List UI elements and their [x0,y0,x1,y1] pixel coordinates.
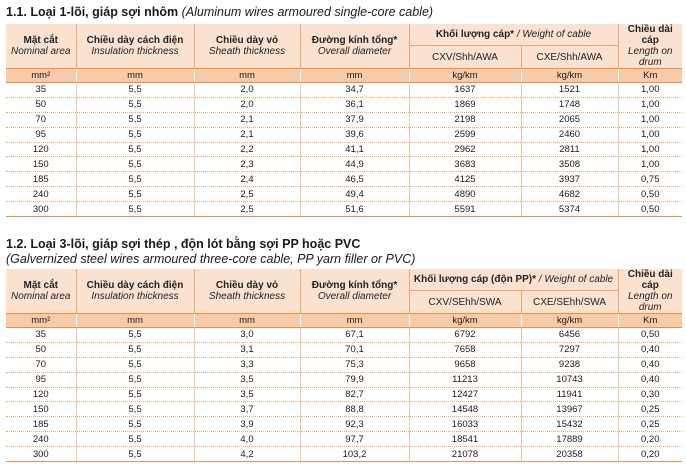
spec-table [6,269,682,462]
cell-diameter: 67,1 [300,328,409,343]
cell-length: 1,00 [618,97,682,112]
cell-length: 0,20 [618,432,682,447]
cell-weight-cxv: 21078 [409,447,521,462]
cell-nominal-area: 185 [6,417,76,432]
section-three-core [6,236,682,462]
cell-nominal-area: 300 [6,447,76,462]
cell-weight-cxe: 5374 [521,202,618,217]
cell-weight-cxv: 11213 [409,372,521,387]
cell-weight-cxv: 6792 [409,328,521,343]
unit-cell: Km [618,314,682,328]
table-body [6,328,682,462]
table-row [6,357,682,372]
cell-diameter: 37,9 [300,112,409,127]
cell-nominal-area: 35 [6,328,76,343]
header-sheath: Chiều dày vỏ Sheath thickness [194,269,300,314]
cell-sheath: 2,2 [194,142,300,157]
cell-weight-cxv: 3683 [409,157,521,172]
cell-nominal-area: 70 [6,357,76,372]
cell-weight-cxv: 5591 [409,202,521,217]
cell-nominal-area: 120 [6,387,76,402]
cell-weight-cxe: 6456 [521,328,618,343]
cell-insulation: 5,5 [76,387,194,402]
cell-insulation: 5,5 [76,447,194,462]
table-row [6,372,682,387]
table-row [6,202,682,217]
cell-weight-cxe: 2811 [521,142,618,157]
cell-nominal-area: 50 [6,342,76,357]
cell-weight-cxe: 1748 [521,97,618,112]
cell-diameter: 82,7 [300,387,409,402]
table-row [6,447,682,462]
cell-weight-cxv: 4125 [409,172,521,187]
unit-cell: mm [76,314,194,328]
cell-nominal-area: 35 [6,83,76,98]
unit-cell: mm [76,69,194,83]
cell-weight-cxv: 2962 [409,142,521,157]
cell-insulation: 5,5 [76,127,194,142]
cell-diameter: 46,5 [300,172,409,187]
table-row [6,387,682,402]
section-title: 1.2. Loại 3-lõi, giáp sợi thép , độn lót bằng sợi PP hoặc PVC [6,237,361,251]
cell-weight-cxe: 2065 [521,112,618,127]
cell-diameter: 88,8 [300,402,409,417]
cell-length: 0,40 [618,342,682,357]
cell-weight-cxe: 20358 [521,447,618,462]
cell-weight-cxe: 17889 [521,432,618,447]
cell-length: 0,25 [618,417,682,432]
cell-insulation: 5,5 [76,112,194,127]
cell-nominal-area: 240 [6,432,76,447]
cell-nominal-area: 70 [6,112,76,127]
header-insulation: Chiều dày cách điện Insulation thickness [76,269,194,314]
cell-weight-cxe: 13967 [521,402,618,417]
cell-length: 1,00 [618,142,682,157]
header-length: Chiều dài cáp Length on drum [618,269,682,314]
cell-sheath: 2,0 [194,97,300,112]
header-weight-cxe: CXE/SEhh/SWA [521,291,618,314]
cell-insulation: 5,5 [76,417,194,432]
cell-nominal-area: 95 [6,372,76,387]
cell-weight-cxe: 3508 [521,157,618,172]
cell-weight-cxe: 10743 [521,372,618,387]
table-row [6,187,682,202]
unit-cell: mm [194,314,300,328]
cell-diameter: 39,6 [300,127,409,142]
cell-sheath: 3,3 [194,357,300,372]
header-sheath: Chiều dày vỏ Sheath thickness [194,24,300,69]
cell-sheath: 2,3 [194,157,300,172]
cell-weight-cxv: 4890 [409,187,521,202]
cell-sheath: 2,0 [194,83,300,98]
cell-insulation: 5,5 [76,142,194,157]
cell-weight-cxv: 18541 [409,432,521,447]
cell-sheath: 3,9 [194,417,300,432]
units-row [6,69,682,83]
cell-insulation: 5,5 [76,97,194,112]
table-row [6,127,682,142]
cell-sheath: 3,7 [194,402,300,417]
cell-weight-cxe: 2460 [521,127,618,142]
header-weight: Khối lượng cáp (độn PP)* / Weight of cable [409,269,618,291]
cell-diameter: 51,6 [300,202,409,217]
cell-diameter: 75,3 [300,357,409,372]
units-row [6,314,682,328]
cell-diameter: 79,9 [300,372,409,387]
table-row [6,417,682,432]
cell-weight-cxe: 15432 [521,417,618,432]
header-weight-cxv: CXV/SEhh/SWA [409,291,521,314]
cell-insulation: 5,5 [76,172,194,187]
cell-sheath: 2,5 [194,187,300,202]
cell-diameter: 41,1 [300,142,409,157]
cell-weight-cxv: 7658 [409,342,521,357]
table-row [6,112,682,127]
cell-length: 0,75 [618,172,682,187]
cell-weight-cxe: 4682 [521,187,618,202]
header-nominal-area: Mặt cắt Nominal area [6,269,76,314]
unit-cell: mm² [6,314,76,328]
cell-weight-cxe: 11941 [521,387,618,402]
table-body [6,83,682,217]
cell-length: 0,40 [618,372,682,387]
unit-cell: kg/km [521,314,618,328]
cell-length: 0,50 [618,202,682,217]
header-weight-cxe: CXE/Shh/AWA [521,46,618,69]
cell-insulation: 5,5 [76,357,194,372]
cell-sheath: 2,1 [194,112,300,127]
cell-sheath: 4,0 [194,432,300,447]
cell-length: 1,00 [618,83,682,98]
cell-diameter: 49,4 [300,187,409,202]
section-title [6,4,682,20]
cell-weight-cxv: 2599 [409,127,521,142]
cell-length: 1,00 [618,127,682,142]
cell-insulation: 5,5 [76,432,194,447]
cell-length: 0,30 [618,387,682,402]
cell-weight-cxv: 1637 [409,83,521,98]
cell-sheath: 2,5 [194,202,300,217]
cell-length: 1,00 [618,112,682,127]
cell-sheath: 2,4 [194,172,300,187]
header-diameter: Đường kính tổng* Overall diameter [300,269,409,314]
cell-sheath: 3,5 [194,372,300,387]
cell-weight-cxv: 14548 [409,402,521,417]
cell-insulation: 5,5 [76,187,194,202]
cell-sheath: 3,5 [194,387,300,402]
cell-length: 1,00 [618,157,682,172]
cell-weight-cxe: 7297 [521,342,618,357]
spec-table [6,24,682,217]
cell-sheath: 3,1 [194,342,300,357]
cell-weight-cxv: 16033 [409,417,521,432]
cell-sheath: 3,0 [194,328,300,343]
unit-cell: mm [194,69,300,83]
cell-insulation: 5,5 [76,328,194,343]
cell-diameter: 44,9 [300,157,409,172]
cell-diameter: 36,1 [300,97,409,112]
header-nominal-area: Mặt cắt Nominal area [6,24,76,69]
cell-weight-cxv: 1869 [409,97,521,112]
title-vn: 1.1. Loại 1-lõi, giáp sợi nhôm [6,5,179,19]
cell-nominal-area: 50 [6,97,76,112]
section-subtitle: (Galvernized steel wires armoured three-core cable, PP yarn filler or PVC) [6,252,416,266]
cell-length: 0,50 [618,187,682,202]
table-row [6,97,682,112]
cell-weight-cxe: 3937 [521,172,618,187]
table-row [6,157,682,172]
cell-insulation: 5,5 [76,372,194,387]
unit-cell: kg/km [409,69,521,83]
header-length: Chiều dài cáp Length on drum [618,24,682,69]
unit-cell: kg/km [409,314,521,328]
cell-weight-cxv: 12427 [409,387,521,402]
unit-cell: mm [300,314,409,328]
cell-length: 0,40 [618,357,682,372]
cell-nominal-area: 300 [6,202,76,217]
table-row [6,402,682,417]
cell-diameter: 97,7 [300,432,409,447]
cell-length: 0,25 [618,402,682,417]
cell-diameter: 92,3 [300,417,409,432]
cell-length: 0,50 [618,328,682,343]
unit-cell: mm [300,69,409,83]
cell-diameter: 103,2 [300,447,409,462]
header-insulation: Chiều dày cách điện Insulation thickness [76,24,194,69]
cell-nominal-area: 150 [6,157,76,172]
cell-sheath: 2,1 [194,127,300,142]
header-weight: Khối lượng cáp* / Weight of cable [409,24,618,46]
cell-weight-cxv: 2198 [409,112,521,127]
cell-insulation: 5,5 [76,157,194,172]
cell-insulation: 5,5 [76,202,194,217]
unit-cell: mm² [6,69,76,83]
cell-weight-cxv: 9658 [409,357,521,372]
cell-nominal-area: 240 [6,187,76,202]
table-row [6,142,682,157]
cell-insulation: 5,5 [76,83,194,98]
table-row [6,172,682,187]
cell-nominal-area: 95 [6,127,76,142]
table-row [6,83,682,98]
cell-diameter: 34,7 [300,83,409,98]
cell-sheath: 4,2 [194,447,300,462]
title-en: (Aluminum wires armoured single-core cable) [181,5,434,19]
table-row [6,342,682,357]
header-weight-cxv: CXV/Shh/AWA [409,46,521,69]
cell-length: 0,20 [618,447,682,462]
unit-cell: Km [618,69,682,83]
cell-nominal-area: 185 [6,172,76,187]
cell-diameter: 70,1 [300,342,409,357]
table-row [6,432,682,447]
section-single-core [6,4,682,217]
header-diameter: Đường kính tổng* Overall diameter [300,24,409,69]
cell-nominal-area: 150 [6,402,76,417]
cell-nominal-area: 120 [6,142,76,157]
cell-insulation: 5,5 [76,402,194,417]
table-row [6,328,682,343]
cell-insulation: 5,5 [76,342,194,357]
cell-weight-cxe: 1521 [521,83,618,98]
cell-weight-cxe: 9238 [521,357,618,372]
unit-cell: kg/km [521,69,618,83]
